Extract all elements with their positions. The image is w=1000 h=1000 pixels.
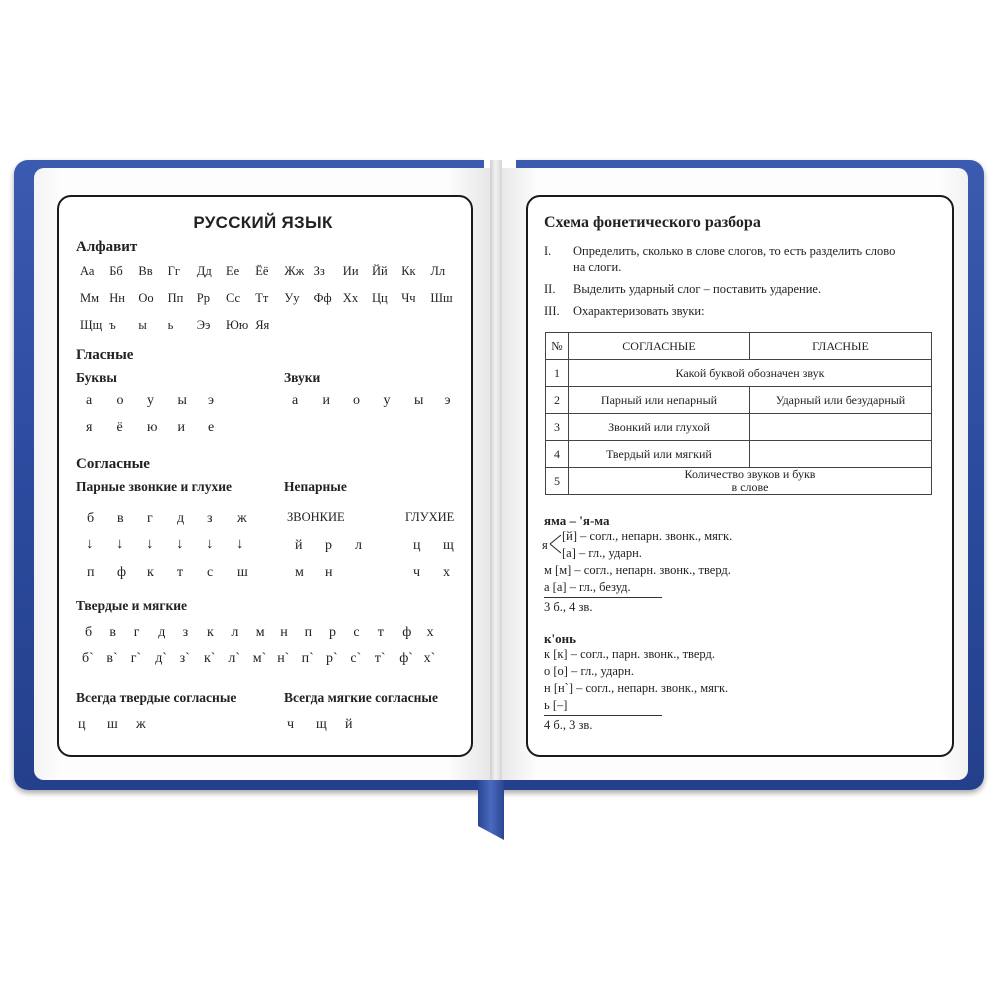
arrow-down-icon: ↓ — [176, 536, 184, 552]
bookmark-ribbon — [478, 770, 504, 840]
vowel-letter: у — [147, 393, 154, 408]
table-cell: Твердый или мягкий — [569, 441, 750, 468]
paired-voiced-letter: г — [147, 511, 153, 526]
unpaired-voiced-letter: р — [325, 538, 332, 553]
paired-voiced-letter: ж — [237, 511, 247, 526]
vowel-sound: у — [383, 393, 391, 408]
hard-consonant: р — [329, 625, 336, 640]
hard-consonant: с — [353, 625, 360, 640]
alphabet-letter: Йй — [372, 264, 388, 278]
table-cell: 3 — [546, 414, 569, 441]
paired-heading: Парные звонкие и глухие — [76, 479, 232, 494]
soft-consonant: д` — [155, 651, 167, 666]
hard-soft-heading: Твердые и мягкие — [76, 598, 188, 613]
vowel-letter: ю — [147, 420, 158, 435]
alphabet-letter: Оо — [138, 291, 154, 305]
vowel-letter: и — [177, 420, 185, 435]
left-page-frame — [57, 195, 473, 757]
table-cell: 1 — [546, 360, 569, 387]
table-row — [546, 360, 932, 387]
step-1-text: Определить, сколько в слове слогов, то есть разделить слово — [573, 244, 896, 258]
alphabet-letter: ъ — [109, 318, 116, 332]
soft-consonant: с` — [350, 651, 362, 666]
book-gutter — [490, 160, 502, 780]
unpaired-voiceless-letter: х — [443, 565, 450, 580]
voiced-label: ЗВОНКИЕ — [287, 510, 345, 524]
vowel-letter: о — [116, 393, 124, 408]
paired-voiceless-letter: к — [147, 565, 154, 580]
alphabet-letter: Зз — [313, 264, 325, 278]
alphabet-letter: Тт — [255, 291, 269, 305]
hard-consonant: г — [133, 625, 140, 640]
alphabet-heading: Алфавит — [76, 239, 138, 255]
table-cell: Какой буквой обозначен звук — [569, 360, 932, 387]
unpaired-voiceless-letter: ц — [413, 538, 421, 553]
page-title: РУССКИЙ ЯЗЫК — [193, 213, 333, 232]
alphabet-letter: Хх — [342, 291, 359, 305]
table-cell: Ударный или безударный — [750, 387, 932, 414]
vowel-sound: э — [444, 393, 451, 408]
paired-voiceless-letter: т — [177, 565, 184, 580]
alphabet-letter: Нн — [109, 291, 125, 305]
unpaired-voiceless-letter: щ — [443, 538, 454, 553]
unpaired-voiced-letter: н — [325, 565, 333, 580]
example-2-line-3: н [н`] – согл., непарн. звонк., мягк. — [544, 681, 729, 695]
soft-consonant: в` — [106, 651, 118, 666]
step-2-text: Выделить ударный слог – поставить ударение. — [573, 282, 822, 296]
table-cell: Звонкий или глухой — [569, 414, 750, 441]
soft-consonant: р` — [326, 651, 338, 666]
step-2-num: II. — [544, 282, 556, 296]
alphabet-letter: Пп — [167, 291, 184, 305]
table-cell-line: Количество звуков и букв — [684, 467, 816, 481]
example-2-word: к'онь — [544, 631, 576, 646]
vowel-letter: е — [208, 420, 215, 435]
alphabet-letter: Щщ — [80, 318, 103, 332]
unpaired-voiced-letter: й — [295, 538, 303, 553]
table-cell — [569, 468, 932, 495]
soft-consonant: б` — [82, 651, 94, 666]
example-1-divider — [544, 597, 662, 598]
example-1-word: яма – 'я-ма — [544, 513, 610, 528]
scheme-title: Схема фонетического разбора — [544, 214, 761, 231]
alphabet-letter: Аа — [80, 264, 95, 278]
alphabet-letter: Рр — [196, 291, 210, 305]
soft-consonant: х` — [423, 651, 436, 666]
hard-consonant: л — [231, 625, 239, 640]
alphabet-letter: Цц — [372, 291, 388, 305]
always-hard-letter: ш — [107, 717, 118, 732]
unpaired-voiced-letter: л — [355, 538, 362, 553]
vowel-letter: ё — [116, 420, 123, 435]
paired-voiced-letter: б — [87, 511, 95, 526]
always-soft-letter: ч — [287, 717, 295, 732]
alphabet-letter: Ее — [226, 264, 240, 278]
alphabet-letter: Бб — [109, 264, 123, 278]
alphabet-letter: Жж — [284, 264, 305, 278]
paired-voiced-letter: в — [117, 511, 124, 526]
always-soft-letter: й — [345, 717, 353, 732]
step-3-text: Охарактеризовать звуки: — [573, 304, 705, 318]
alphabet-letter: Ээ — [196, 318, 211, 332]
hard-consonant: б — [85, 625, 93, 640]
table-cell: ГЛАСНЫЕ — [750, 333, 932, 360]
step-1-text-cont: на слоги. — [573, 260, 622, 274]
alphabet-letter: Дд — [196, 264, 212, 278]
alphabet-letter: Лл — [430, 264, 446, 278]
alphabet-letter: Ии — [342, 264, 359, 278]
example-1-letter-ya: я — [542, 538, 548, 552]
table-cell-line: в слове — [731, 480, 769, 494]
alphabet-letter: Вв — [138, 264, 153, 278]
hard-consonant: к — [207, 625, 214, 640]
always-hard-letter: ц — [78, 717, 86, 732]
hard-consonant: т — [377, 625, 384, 640]
paired-voiceless-letter: п — [87, 565, 95, 580]
soft-consonant: м` — [252, 651, 267, 666]
vowels-heading: Гласные — [76, 347, 134, 363]
arrow-down-icon: ↓ — [116, 536, 124, 552]
alphabet-letter: Фф — [313, 291, 332, 305]
alphabet-letter: Мм — [80, 291, 100, 305]
paired-voiceless-letter: ф — [117, 565, 127, 580]
table-row — [546, 387, 932, 414]
table-row — [546, 441, 932, 468]
table-cell: 5 — [546, 468, 569, 495]
alphabet-letter: Ёё — [255, 264, 269, 278]
example-2-total: 4 б., 3 зв. — [544, 718, 593, 732]
table-cell: 2 — [546, 387, 569, 414]
alphabet-letter: Кк — [401, 264, 416, 278]
soft-consonant: з` — [179, 651, 190, 666]
step-1-num: I. — [544, 244, 552, 258]
alphabet-letter: Шш — [430, 291, 453, 305]
hard-consonant: в — [109, 625, 117, 640]
soft-consonant: п` — [301, 651, 314, 666]
soft-consonant: к` — [204, 651, 216, 666]
example-1-line-2: [а] – гл., ударн. — [562, 546, 642, 560]
example-2-divider — [544, 715, 662, 716]
vowel-letter: я — [86, 420, 93, 435]
always-hard-heading: Всегда твердые согласные — [76, 690, 237, 705]
alphabet-letter: Сс — [226, 291, 241, 305]
paired-voiced-letter: д — [177, 511, 185, 526]
always-hard-letter: ж — [136, 717, 146, 732]
alphabet-letter: Юю — [226, 318, 249, 332]
example-1-line-4: а [а] – гл., безуд. — [544, 580, 631, 594]
always-soft-letter: щ — [316, 717, 327, 732]
vowel-sound: и — [322, 393, 330, 408]
alphabet-letter: ь — [167, 318, 174, 332]
voiceless-label: ГЛУХИЕ — [405, 510, 455, 524]
hard-consonant: д — [158, 625, 166, 640]
example-1-line-1: [й] – согл., непарн. звонк., мягк. — [562, 529, 733, 543]
vowel-sound: о — [353, 393, 360, 408]
table-row — [546, 414, 932, 441]
example-2-line-4: ь [–] — [544, 698, 568, 712]
example-2-line-2: о [о] – гл., ударн. — [544, 664, 634, 678]
soft-consonant: л` — [228, 651, 241, 666]
letters-heading: Буквы — [76, 370, 117, 385]
hard-consonant: н — [280, 625, 288, 640]
hard-consonant: м — [255, 625, 265, 640]
arrow-down-icon: ↓ — [206, 536, 214, 552]
alphabet-letter: Гг — [167, 264, 180, 278]
vowel-letter: ы — [177, 393, 187, 408]
unpaired-voiceless-letter: ч — [413, 565, 421, 580]
soft-consonant: н` — [277, 651, 290, 666]
vowel-letter: а — [86, 393, 93, 408]
table-row — [546, 468, 932, 495]
hard-consonant: п — [304, 625, 313, 640]
paired-voiceless-letter: с — [207, 565, 214, 580]
table-cell: № — [546, 333, 569, 360]
consonants-heading: Согласные — [76, 456, 150, 472]
sounds-heading: Звуки — [284, 370, 321, 385]
vowel-letter: э — [208, 393, 215, 408]
table-cell: СОГЛАСНЫЕ — [569, 333, 750, 360]
vowel-sound: ы — [414, 393, 424, 408]
example-1-total: 3 б., 4 зв. — [544, 600, 593, 614]
soft-consonant: г` — [130, 651, 142, 666]
step-3-num: III. — [544, 304, 560, 318]
table-cell — [750, 414, 932, 441]
table-header-row — [546, 333, 932, 360]
hard-consonant: з — [182, 625, 189, 640]
alphabet-letter: ы — [138, 318, 147, 332]
arrow-down-icon: ↓ — [146, 536, 154, 552]
soft-consonant: ф` — [399, 651, 413, 666]
branch-bracket-icon — [549, 532, 563, 556]
paired-voiced-letter: з — [207, 511, 213, 526]
paired-voiceless-letter: ш — [237, 565, 248, 580]
alphabet-letter: Яя — [255, 318, 270, 332]
example-2-line-1: к [к] – согл., парн. звонк., тверд. — [544, 647, 715, 661]
arrow-down-icon: ↓ — [236, 536, 244, 552]
unpaired-voiced-letter: м — [295, 565, 304, 580]
alphabet-letter: Уу — [284, 291, 300, 305]
vowel-sound: а — [292, 393, 299, 408]
unpaired-heading: Непарные — [284, 479, 347, 494]
soft-consonant: т` — [374, 651, 386, 666]
table-cell — [750, 441, 932, 468]
arrow-down-icon: ↓ — [86, 536, 94, 552]
always-soft-heading: Всегда мягкие согласные — [284, 690, 438, 705]
table-cell: 4 — [546, 441, 569, 468]
hard-consonant: ф — [402, 625, 412, 640]
alphabet-letter: Чч — [401, 291, 416, 305]
phonetic-table — [545, 332, 932, 495]
hard-consonant: х — [426, 625, 434, 640]
example-1-line-3: м [м] – согл., непарн. звонк., тверд. — [544, 563, 731, 577]
table-cell: Парный или непарный — [569, 387, 750, 414]
